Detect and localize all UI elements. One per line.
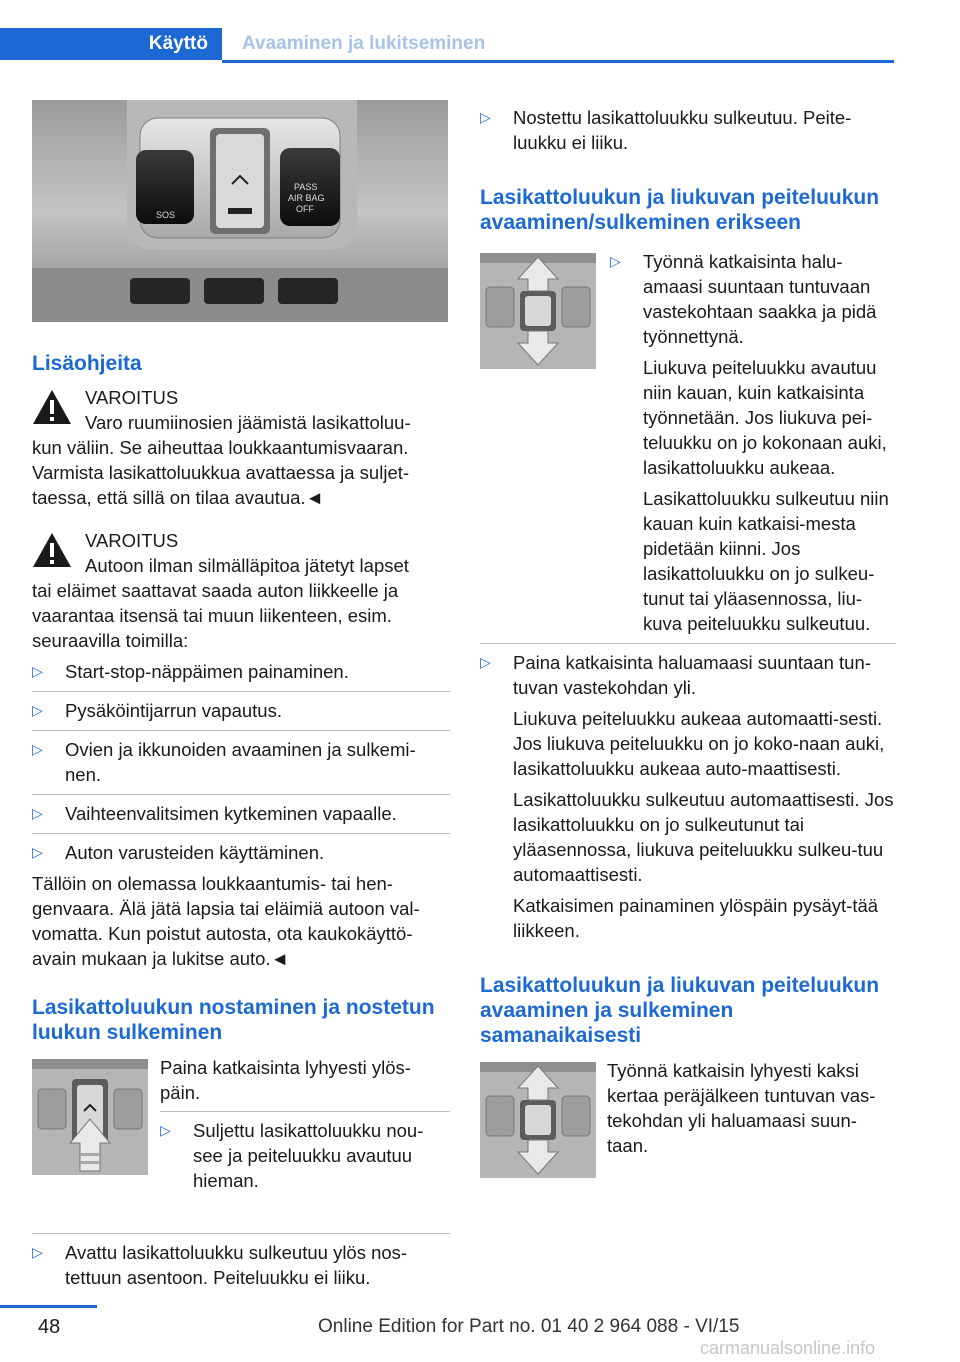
chapter-title: Avaaminen ja lukitseminen (222, 28, 894, 60)
heading-nostaminen: Lasikattoluukun nostaminen ja nostetun luukun sulkeminen (32, 996, 435, 1044)
list-paragraph: Lasikattoluukku sulkeutuu automaattisesti. Jos lasikattoluukku on jo sulkeutunut tai yläasennossa, liukuva peiteluukku sulkeu-tuu automaattisesti. (513, 789, 894, 885)
list-item: ▷ Paina katkaisinta haluamaasi suuntaan tun-tuvan vastekohdan yli. (480, 652, 871, 698)
list-item: ▷ Vaihteenvalitsimen kytkeminen vapaalle. (32, 803, 397, 824)
warning-line-2: Autoon ilman silmälläpitoa jätetyt lapset (85, 555, 409, 576)
triangle-bullet-icon: ▷ (610, 253, 621, 269)
left-column (32, 100, 450, 1290)
list-paragraph: Katkaisimen painaminen ylöspäin pysäyt-tää liikkeen. (513, 895, 879, 941)
samanaikaisesti-text: Työnnä katkaisin lyhyesti kaksi kertaa peräjälkeen tuntuvan vas-tekohdan yli haluamaasi suun-taan. (607, 1060, 876, 1156)
off-label: OFF (296, 204, 314, 214)
triangle-bullet-icon: ▷ (32, 805, 43, 821)
warning-box-2 (32, 528, 450, 578)
switch-slide-photo (480, 253, 596, 369)
warning-triangle-icon (32, 389, 72, 425)
watermark: carmanualsonline.info (700, 1338, 876, 1358)
warning-text-2: tai eläimet saattavat saada auton liikkeelle ja vaarantaa itsensä tai muun liikenteen, esim. seuraavilla toimilla: (32, 580, 399, 651)
warning-line-1: Varo ruumiinosien jäämistä lasikattoluu- (85, 412, 411, 433)
triangle-bullet-icon: ▷ (32, 844, 43, 860)
switch-push-up-photo (32, 1059, 148, 1175)
sos-label: SOS (156, 210, 176, 220)
list-item: ▷ Työnnä katkaisinta halu-amaasi suuntaan tuntuvaan vastekohtaan saakka ja pidä työnnettynä. (610, 251, 877, 347)
warning-conclusion: Tällöin on olemassa loukkaantumis- tai hen-genvaara. Älä jätä lapsia tai eläimiä autoon val-vomatta. Kun poistut autosta, ota kaukokäyttö-avain mukaan ja lukitse auto.◄ (32, 873, 420, 969)
warning-text-1: kun väliin. Se aiheuttaa loukkaantumisvaaran. Varmista lasikattoluukkua avattaessa ja suljet-taessa, että sillä on tilaa avautua.◄ (32, 437, 410, 508)
heading-lisaohjeita: Lisäohjeita (32, 352, 142, 375)
list-item: ▷ Suljettu lasikattoluukku nou-see ja peiteluukku avautuu hieman. (160, 1120, 424, 1191)
triangle-bullet-icon: ▷ (32, 1244, 43, 1260)
triangle-bullet-icon: ▷ (480, 109, 491, 125)
right-column (480, 100, 896, 1182)
warning-title-1: VAROITUS (85, 387, 179, 408)
nostaminen-block (32, 1055, 450, 1233)
switch-double-push-photo (480, 1062, 596, 1178)
page-number: 48 (38, 1316, 61, 1338)
warning-triangle-icon (32, 532, 72, 568)
list-item: ▷ Ovien ja ikkunoiden avaaminen ja sulkemi-nen. (32, 739, 416, 785)
roof-console-photo (32, 100, 448, 322)
heading-samanaikaisesti: Lasikattoluukun ja liukuvan peiteluukun avaaminen ja sulkeminen samanaikaisesti (480, 974, 880, 1047)
warning-title-2: VAROITUS (85, 530, 179, 551)
warning-list (32, 659, 450, 865)
list-item: ▷ Auton varusteiden käyttäminen. (32, 842, 325, 863)
list-item: ▷ Avattu lasikattoluukku sulkeutuu ylös nos-tettuun asentoon. Peiteluukku ei liiku. (32, 1242, 408, 1288)
section-tab: Käyttö (0, 28, 222, 60)
heading-erikseen: Lasikattoluukun ja liukuvan peiteluukun avaaminen/sulkeminen erikseen (480, 186, 880, 234)
list-item: ▷ Start-stop-näppäimen painaminen. (32, 661, 349, 682)
list-paragraph: Liukuva peiteluukku aukeaa automaatti-sesti. Jos liukuva peiteluukku on jo koko-naan auki, lasikattoluukku aukeaa auto-maattisesti. (513, 708, 885, 779)
list-paragraph: Lasikattoluukku sulkeutuu niin kauan kuin katkaisi-mesta pidetään kiinni. Jos lasikattoluukku on jo sulkeu-tunut tai yläasennossa, liu-kuva peiteluukku sulkeutuu. (643, 488, 889, 634)
pass-label: PASS (294, 182, 318, 192)
triangle-bullet-icon: ▷ (480, 654, 491, 670)
triangle-bullet-icon: ▷ (32, 702, 43, 718)
page-header (0, 28, 960, 60)
samanaikaisesti-block (480, 1058, 896, 1182)
airbag-label: AIR BAG (288, 193, 325, 203)
list-item: ▷ Nostettu lasikattoluukku sulkeutuu. Peite-luukku ei liiku. (480, 107, 852, 153)
triangle-bullet-icon: ▷ (32, 663, 43, 679)
header-rule (222, 60, 894, 63)
list-item: ▷ Pysäköintijarrun vapautus. (32, 700, 282, 721)
triangle-bullet-icon: ▷ (32, 741, 43, 757)
erikseen-block (480, 249, 896, 636)
edition-note: Online Edition for Part no. 01 40 2 964 088 - VI/15 (318, 1316, 740, 1337)
nostaminen-intro: Paina katkaisinta lyhyesti ylös-päin. (160, 1057, 411, 1103)
warning-box-1 (32, 385, 450, 435)
list-paragraph: Liukuva peiteluukku avautuu niin kauan, kuin katkaisinta työnnetään. Jos liukuva pei-teluukku on jo kokonaan auki, lasikattoluukku aukeaa. (643, 357, 887, 478)
triangle-bullet-icon: ▷ (160, 1122, 171, 1138)
footer-rule (0, 1305, 97, 1308)
